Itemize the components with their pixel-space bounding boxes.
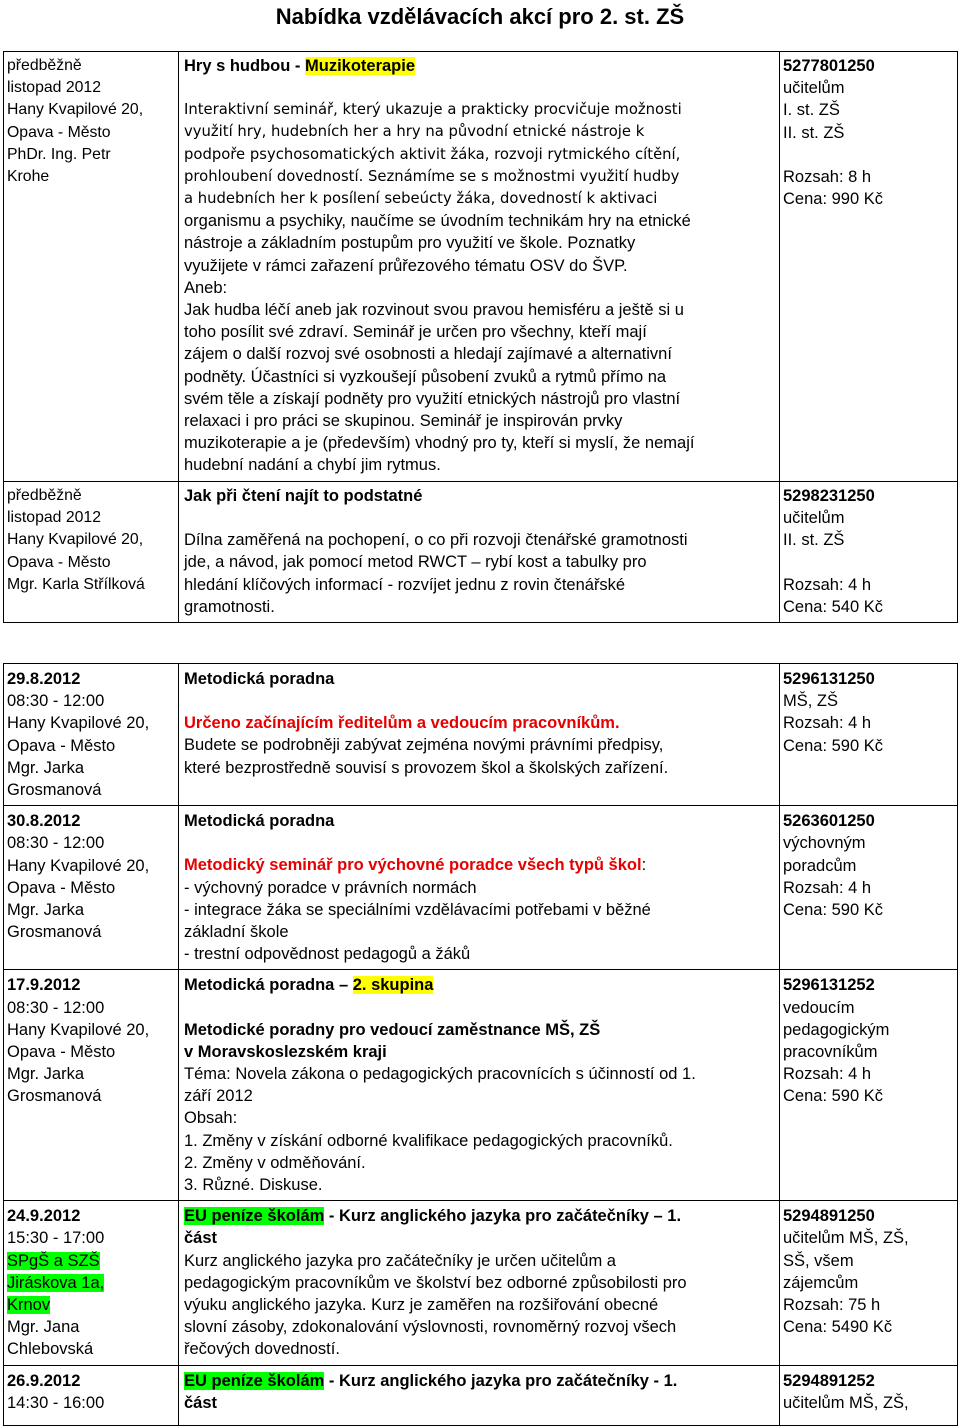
course-heading: Jak při čtení najít to podstatné: [184, 487, 423, 505]
course-meta-cell: [780, 1201, 958, 1365]
course-info-cell: [4, 52, 179, 482]
table-row: [4, 664, 958, 806]
course-text: hudební nadání a chybí jim rytmus.: [184, 456, 441, 475]
heading-text: - Kurz anglického jazyka pro začátečníky - 1.: [324, 1371, 678, 1390]
course-text: slovní zásoby, zdokonalování výslovnosti, rovnoměrný rozvoj všech: [184, 1318, 677, 1337]
course-duration: Rozsah: 4 h: [783, 575, 872, 594]
heading-separator: –: [334, 976, 353, 995]
course-info-cell: [4, 1365, 179, 1425]
audience: MŠ, ZŠ: [783, 692, 839, 711]
document-title: Nabídka vzdělávacích akcí pro 2. st. ZŠ: [275, 4, 685, 29]
course-time: 14:30 - 16:00: [7, 1393, 105, 1412]
table-row: [4, 482, 958, 623]
course-table-1: [3, 51, 958, 623]
course-date: 29.8.2012: [7, 670, 81, 688]
venue-city: Opava - Město: [7, 123, 111, 141]
course-description-cell: [179, 806, 780, 970]
lecturer-name: Grosmanová: [7, 1087, 102, 1106]
course-text: 1. Změny v získání odborné kvalifikace pedagogických pracovníků.: [184, 1131, 673, 1150]
venue-highlight: Jiráskova 1a,: [7, 1273, 105, 1292]
course-meta-cell: [780, 482, 958, 623]
course-text: Aneb:: [184, 278, 228, 297]
audience: vedoucím: [783, 998, 855, 1017]
heading-text: Metodická poradna: [184, 976, 335, 995]
course-text: Kurz anglického jazyka pro začátečníky je určen učitelům a: [184, 1251, 616, 1270]
course-heading: [182, 1370, 776, 1392]
lecturer-name: Chlebovská: [7, 1340, 94, 1359]
course-code: 5277801250: [783, 57, 875, 75]
venue-highlight: Krnov: [7, 1296, 51, 1315]
course-code: 5294891252: [783, 1371, 875, 1390]
course-duration: Rozsah: 4 h: [783, 878, 872, 897]
course-price: Cena: 590 Kč: [783, 1087, 883, 1106]
course-subtitle: v Moravskoslezském kraji: [184, 1042, 387, 1061]
course-info-cell: [4, 664, 179, 806]
lecturer-name: Mgr. Jana: [7, 1318, 80, 1337]
audience: učitelům MŠ, ZŠ,: [783, 1393, 909, 1412]
course-text: Interaktivní seminář, který ukazuje a prakticky procvičuje možnosti: [184, 101, 682, 119]
course-text: jde, a návod, jak pomocí metod RWCT – rybí kost a tabulky pro: [184, 553, 647, 572]
course-text: - výchovný poradce v právních normách: [184, 878, 477, 897]
venue-city: Opava - Město: [7, 736, 116, 755]
course-table-2: [3, 663, 958, 1426]
course-date: 17.9.2012: [7, 976, 81, 995]
course-text: organismu a psychiky, naučíme se úvodním technikám hry na etnické: [184, 212, 691, 231]
course-text: 3. Různé. Diskuse.: [184, 1176, 323, 1195]
course-heading: [182, 1205, 776, 1227]
course-meta-cell: [780, 970, 958, 1201]
course-code: 5263601250: [783, 812, 875, 831]
lecturer-name: Mgr. Jarka: [7, 1065, 85, 1084]
course-heading: [182, 974, 776, 996]
lecturer-name: Krohe: [7, 168, 50, 186]
course-time: 08:30 - 12:00: [7, 692, 105, 711]
course-info-cell: [4, 1201, 179, 1365]
venue-street: [7, 1272, 175, 1294]
course-meta-cell: [780, 1365, 958, 1425]
course-price: Cena: 540 Kč: [783, 597, 883, 616]
course-heading: Metodická poradna: [184, 670, 335, 688]
course-text: 2. Změny v odměňování.: [184, 1153, 366, 1172]
course-text: Dílna zaměřená na pochopení, o co při rozvoji čtenářské gramotnosti: [184, 531, 688, 550]
heading-highlight: EU peníze školám: [184, 1371, 325, 1390]
course-date: 26.9.2012: [7, 1371, 81, 1390]
heading-text: Hry s hudbou -: [184, 57, 305, 75]
venue-highlight: SPgŠ a SZŠ: [7, 1251, 100, 1270]
audience: I. st. ZŠ: [783, 101, 840, 120]
course-text: výuku anglického jazyka. Kurz je zaměřen na rozšiřování obecné: [184, 1296, 659, 1315]
lecturer-name: Mgr. Jarka: [7, 901, 85, 920]
course-price: Cena: 5490 Kč: [783, 1318, 893, 1337]
course-meta-cell: [780, 806, 958, 970]
course-code: 5294891250: [783, 1207, 875, 1226]
course-text: Téma: Novela zákona o pedagogických pracovnících s účinností od 1.: [184, 1065, 696, 1084]
course-meta-cell: [780, 664, 958, 806]
audience: II. st. ZŠ: [783, 123, 845, 142]
audience: učitelům: [783, 79, 845, 98]
heading-highlight: 2. skupina: [352, 976, 434, 995]
course-text: zájem o další rozvoj své osobnosti a hledají zajímavé a alternativní: [184, 345, 672, 364]
course-description-cell: [179, 52, 780, 482]
heading-text: - Kurz anglického jazyka pro začátečníky – 1.: [324, 1207, 682, 1226]
audience: SŠ, všem: [783, 1251, 854, 1270]
course-heading: část: [184, 1393, 218, 1412]
course-text: využití hry, hudebních her a hry na původní etnické nástroje k: [184, 123, 645, 141]
punctuation: :: [641, 856, 647, 875]
course-text: hledání klíčových informací - rozvíjet jednu z rovin čtenářské: [184, 575, 626, 594]
course-duration: Rozsah: 4 h: [783, 714, 872, 733]
course-text: - integrace žáka se speciálními vzdělávacími potřebami v běžné: [184, 900, 651, 919]
lecturer-name: Mgr. Jarka: [7, 758, 85, 777]
audience: učitelům: [783, 509, 845, 528]
lecturer-name: Grosmanová: [7, 781, 102, 800]
course-duration: Rozsah: 8 h: [783, 167, 872, 186]
heading-highlight: Muzikoterapie: [305, 57, 416, 75]
course-description-cell: [179, 1201, 780, 1365]
table-row: [4, 1201, 958, 1365]
venue-street: Hany Kvapilové 20,: [7, 1020, 150, 1039]
course-description-cell: [179, 664, 780, 806]
course-duration: Rozsah: 75 h: [783, 1296, 881, 1315]
course-text: podněty. Účastníci si vyzkoušejí působení zvuků a rytmů přímo na: [184, 367, 667, 386]
course-text: pedagogickým pracovníkům ve školství bez odborné způsobilosti pro: [184, 1273, 687, 1292]
course-code: 5296131250: [783, 670, 875, 688]
table-row: [4, 1365, 958, 1425]
target-group-note: [182, 854, 776, 876]
course-text: základní škole: [184, 923, 289, 942]
course-time: 08:30 - 12:00: [7, 834, 105, 853]
lecturer-name: Grosmanová: [7, 923, 102, 942]
table-row: [4, 52, 958, 482]
course-text: které bezprostředně souvisí s provozem škol a školských zařízení.: [184, 758, 669, 777]
course-date: listopad 2012: [7, 79, 101, 97]
course-text: Budete se podrobněji zabývat zejména novými právními předpisy,: [184, 736, 664, 755]
course-text: podpoře psychosomatických aktivit žáka, rozvoji rytmického cítění,: [184, 145, 681, 163]
course-time: 15:30 - 17:00: [7, 1229, 105, 1248]
venue-street: Hany Kvapilové 20,: [7, 714, 150, 733]
course-date: 30.8.2012: [7, 812, 81, 831]
lecturer-name: Mgr. Karla Střílková: [7, 575, 145, 593]
course-heading: [182, 55, 776, 77]
audience: výchovným: [783, 834, 866, 853]
course-heading: část: [184, 1229, 218, 1248]
course-info-cell: [4, 970, 179, 1201]
course-text: gramotnosti.: [184, 597, 275, 616]
heading-highlight: EU peníze školám: [184, 1207, 325, 1226]
audience: pedagogickým: [783, 1020, 890, 1039]
course-text: svém těle a získají podněty pro využití etnických nástrojů pro vlastní: [184, 389, 681, 408]
target-group-note: Určeno začínajícím ředitelům a vedoucím pracovníkům.: [184, 714, 620, 733]
course-code: 5298231250: [783, 487, 875, 505]
audience: pracovníkům: [783, 1043, 878, 1062]
audience: II. st. ZŠ: [783, 531, 845, 550]
course-text: muzikoterapie a je (především) vhodný pro ty, kteří si myslí, že nemají: [184, 434, 695, 453]
course-description-cell: [179, 970, 780, 1201]
course-heading: Metodická poradna: [184, 812, 335, 831]
audience: učitelům MŠ, ZŠ,: [783, 1229, 909, 1248]
venue-street: Hany Kvapilové 20,: [7, 531, 144, 549]
course-duration: Rozsah: 4 h: [783, 1065, 872, 1084]
course-code: 5296131252: [783, 976, 875, 995]
course-text: toho posílit své zdraví. Seminář je určen pro všechny, kteří mají: [184, 323, 647, 342]
course-text: nástroje a základním postupům pro využití ve škole. Poznatky: [184, 234, 636, 253]
course-text: prohloubení dovedností. Seznámíme se s možnostmi využití hudby: [184, 167, 680, 185]
venue-street: Hany Kvapilové 20,: [7, 856, 150, 875]
course-text: Jak hudba léčí aneb jak rozvinout svou pravou hemisféru a ještě si u: [184, 301, 684, 320]
course-info-cell: [4, 806, 179, 970]
course-date: listopad 2012: [7, 509, 101, 527]
course-date: 24.9.2012: [7, 1207, 81, 1226]
table-row: [4, 806, 958, 970]
course-price: Cena: 990 Kč: [783, 190, 883, 209]
course-text: relaxaci i pro práci se skupinou. Seminář je inspirován prvky: [184, 412, 623, 431]
venue-city: Opava - Město: [7, 1043, 116, 1062]
date-note: předběžně: [7, 57, 82, 74]
course-price: Cena: 590 Kč: [783, 901, 883, 920]
course-description-cell: [179, 482, 780, 623]
target-group-text: Metodický seminář pro výchovné poradce všech typů škol: [184, 856, 642, 875]
course-info-cell: [4, 482, 179, 623]
venue-city: Opava - Město: [7, 553, 111, 571]
venue-name: [7, 1250, 175, 1272]
venue-street: Hany Kvapilové 20,: [7, 101, 144, 119]
course-text: září 2012: [184, 1087, 253, 1106]
course-text: řečových dovedností.: [184, 1340, 340, 1359]
course-subtitle: Metodické poradny pro vedoucí zaměstnance MŠ, ZŠ: [184, 1020, 601, 1039]
venue-city: [7, 1294, 175, 1316]
audience: poradcům: [783, 856, 857, 875]
audience: zájemcům: [783, 1273, 859, 1292]
course-time: 08:30 - 12:00: [7, 998, 105, 1017]
course-price: Cena: 590 Kč: [783, 736, 883, 755]
date-note: předběžně: [7, 487, 82, 504]
course-text: Obsah:: [184, 1109, 238, 1128]
course-text: - trestní odpovědnost pedagogů a žáků: [184, 945, 471, 964]
venue-city: Opava - Město: [7, 878, 116, 897]
course-meta-cell: [780, 52, 958, 482]
course-description-cell: [179, 1365, 780, 1425]
lecturer-name: PhDr. Ing. Petr: [7, 145, 111, 163]
course-text: a hudebních her k posílení sebeúcty žáka, dovedností k aktivaci: [184, 190, 658, 208]
course-text: využijete v rámci zařazení průřezového tématu OSV do ŠVP.: [184, 256, 628, 275]
table-row: [4, 970, 958, 1201]
